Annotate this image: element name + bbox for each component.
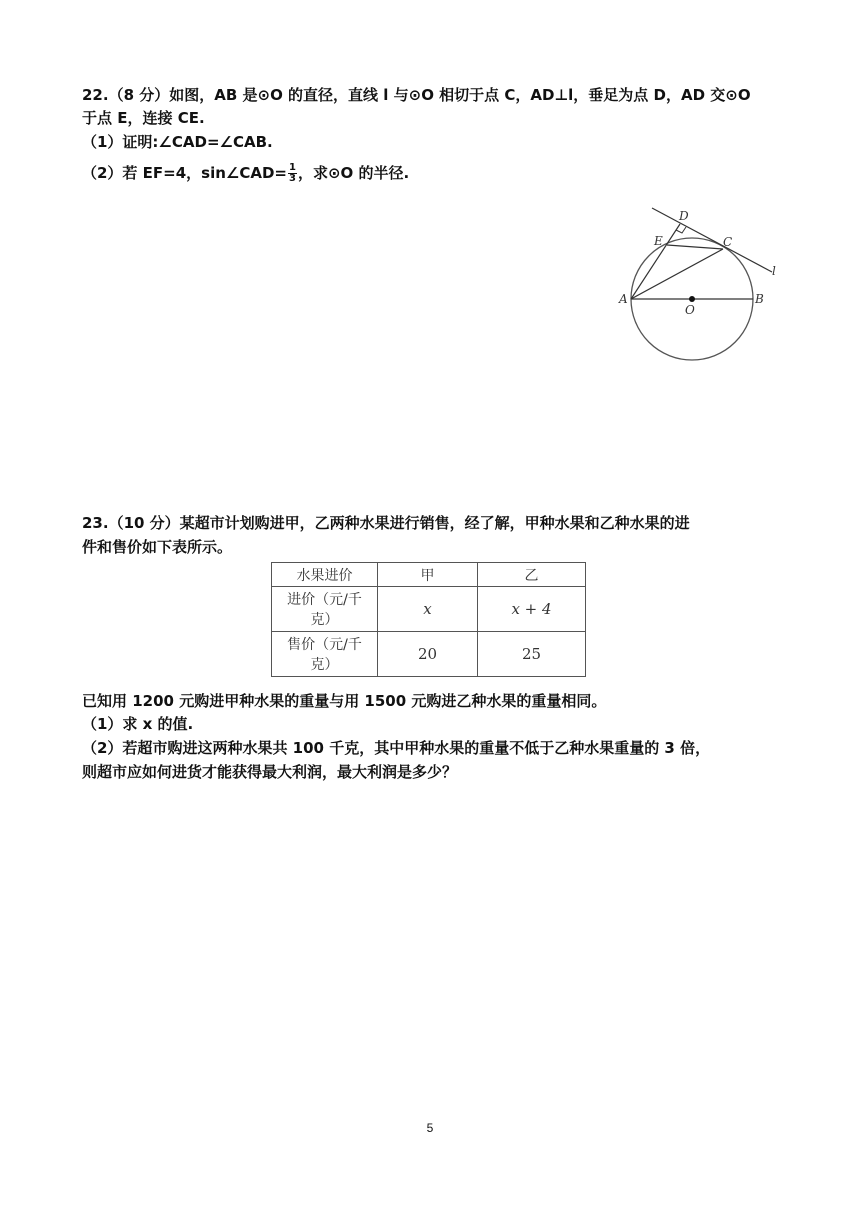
table-row-label bbox=[272, 587, 378, 632]
fruit-price-table bbox=[271, 562, 586, 677]
q23-part1: （1）求 x 的值. bbox=[82, 715, 194, 733]
table-row bbox=[272, 587, 586, 632]
q22-stem-line2: 于点 E，连接 CE. bbox=[82, 109, 205, 127]
row-label-line: 克） bbox=[310, 612, 339, 628]
fraction-denominator: 3 bbox=[289, 173, 296, 184]
q23-part2-line1: （2）若超市购进这两种水果共 100 千克，其中甲种水果的重量不低于乙种水果重量的 3 倍， bbox=[82, 739, 711, 757]
table-header-cell: 甲 bbox=[378, 563, 478, 587]
label-a: A bbox=[619, 292, 628, 306]
q23-condition: 已知用 1200 元购进甲种水果的重量与用 1500 元购进乙种水果的重量相同。 bbox=[82, 692, 607, 710]
q22-geometry-figure bbox=[612, 200, 792, 365]
label-l: l bbox=[772, 264, 776, 278]
label-e: E bbox=[654, 234, 663, 248]
fraction-numerator: 1 bbox=[289, 162, 296, 173]
center-point-o bbox=[689, 296, 695, 302]
label-b: B bbox=[755, 292, 764, 306]
table-row-label bbox=[272, 632, 378, 677]
table-cell: x bbox=[378, 587, 478, 632]
page-number: 5 bbox=[426, 1121, 434, 1135]
row-label-line: 进价（元/千 bbox=[287, 592, 362, 608]
segment-ac bbox=[631, 249, 723, 299]
q22-part1: （1）证明:∠CAD=∠CAB. bbox=[82, 133, 273, 151]
table-cell: x + 4 bbox=[478, 587, 586, 632]
label-o: O bbox=[685, 303, 695, 317]
row-label-line: 售价（元/千 bbox=[287, 637, 362, 653]
q22-stem-line1: 22.（8 分）如图，AB 是⊙O 的直径，直线 l 与⊙O 相切于点 C，AD⊥l，垂足为点 D，AD 交⊙O bbox=[82, 86, 751, 104]
table-header-row bbox=[272, 563, 586, 587]
label-c: C bbox=[723, 235, 733, 249]
table-row bbox=[272, 632, 586, 677]
segment-ec bbox=[667, 245, 723, 249]
q23-stem-line1: 23.（10 分）某超市计划购进甲，乙两种水果进行销售，经了解，甲种水果和乙种水果的进 bbox=[82, 514, 690, 532]
q23-stem-line2: 件和售价如下表所示。 bbox=[82, 538, 233, 556]
q22-fraction bbox=[288, 163, 297, 184]
table-header-cell: 乙 bbox=[478, 563, 586, 587]
table-cell: 25 bbox=[478, 632, 586, 677]
label-d: D bbox=[679, 209, 689, 223]
table-cell: 20 bbox=[378, 632, 478, 677]
table-header-cell: 水果进价 bbox=[272, 563, 378, 587]
q23-part2-line2: 则超市应如何进货才能获得最大利润，最大利润是多少？ bbox=[82, 763, 458, 781]
q22-part2 bbox=[82, 163, 409, 184]
q22-part2-suffix: ，求⊙O 的半径. bbox=[297, 164, 410, 182]
row-label-line: 克） bbox=[310, 657, 339, 673]
q22-part2-prefix: （2）若 EF=4，sin∠CAD= bbox=[82, 164, 287, 182]
